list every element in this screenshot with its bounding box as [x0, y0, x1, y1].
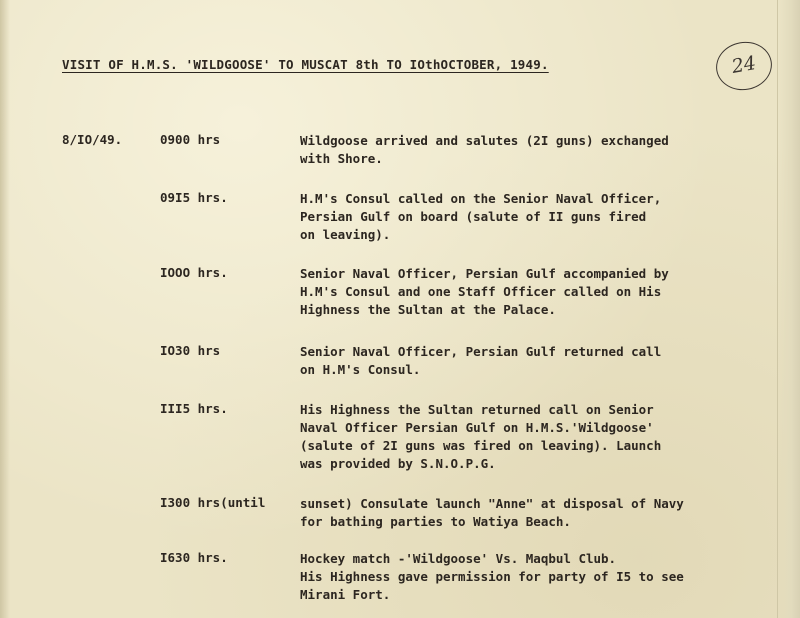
description-line: Mirani Fort. — [300, 587, 391, 602]
entry-description — [300, 265, 669, 319]
entry-description — [300, 495, 684, 531]
description-line: Senior Naval Officer, Persian Gulf accompanied by — [300, 266, 669, 281]
description-line: with Shore. — [300, 151, 383, 166]
description-line: sunset) Consulate launch "Anne" at disposal of Navy — [300, 496, 684, 511]
description-line: Hockey match -'Wildgoose' Vs. Maqbul Club. — [300, 551, 617, 566]
description-line: was provided by S.N.O.P.G. — [300, 456, 496, 471]
description-line: Wildgoose arrived and salutes (2I guns) exchanged — [300, 133, 669, 148]
entry-description — [300, 132, 669, 168]
entry-description — [300, 190, 661, 244]
entry-description — [300, 343, 661, 379]
description-line: Highness the Sultan at the Palace. — [300, 302, 556, 317]
page-right-edge — [777, 0, 800, 618]
description-line: H.M's Consul called on the Senior Naval Officer, — [300, 191, 662, 206]
entry-description — [300, 401, 661, 473]
entry-time: 09I5 hrs. — [160, 190, 228, 205]
description-line: for bathing parties to Watiya Beach. — [300, 514, 571, 529]
folio-number-circle — [712, 38, 775, 95]
entry-time: I630 hrs. — [160, 550, 228, 565]
description-line: His Highness gave permission for party of I5 to see — [300, 569, 684, 584]
document-title: VISIT OF H.M.S. 'WILDGOOSE' TO MUSCAT 8th TO IOthOCTOBER, 1949. — [62, 57, 549, 72]
description-line: on H.M's Consul. — [300, 362, 421, 377]
entry-time: 0900 hrs — [160, 132, 221, 147]
description-line: (salute of 2I guns was fired on leaving). Launch — [300, 438, 662, 453]
entry-description — [300, 550, 684, 604]
description-line: Naval Officer Persian Gulf on H.M.S.'Wildgoose' — [300, 420, 654, 435]
description-line: Senior Naval Officer, Persian Gulf returned call — [300, 344, 662, 359]
entry-date: 8/IO/49. — [62, 132, 123, 147]
description-line: Persian Gulf on board (salute of II guns fired — [300, 209, 647, 224]
page-left-edge — [0, 0, 10, 618]
entry-time: IOOO hrs. — [160, 265, 228, 280]
description-line: His Highness the Sultan returned call on Senior — [300, 402, 654, 417]
entry-time: III5 hrs. — [160, 401, 228, 416]
description-line: on leaving). — [300, 227, 391, 242]
entry-time: IO30 hrs — [160, 343, 221, 358]
folio-number: 24 — [730, 52, 758, 78]
entry-time: I300 hrs(until — [160, 495, 266, 510]
description-line: H.M's Consul and one Staff Officer called on His — [300, 284, 662, 299]
